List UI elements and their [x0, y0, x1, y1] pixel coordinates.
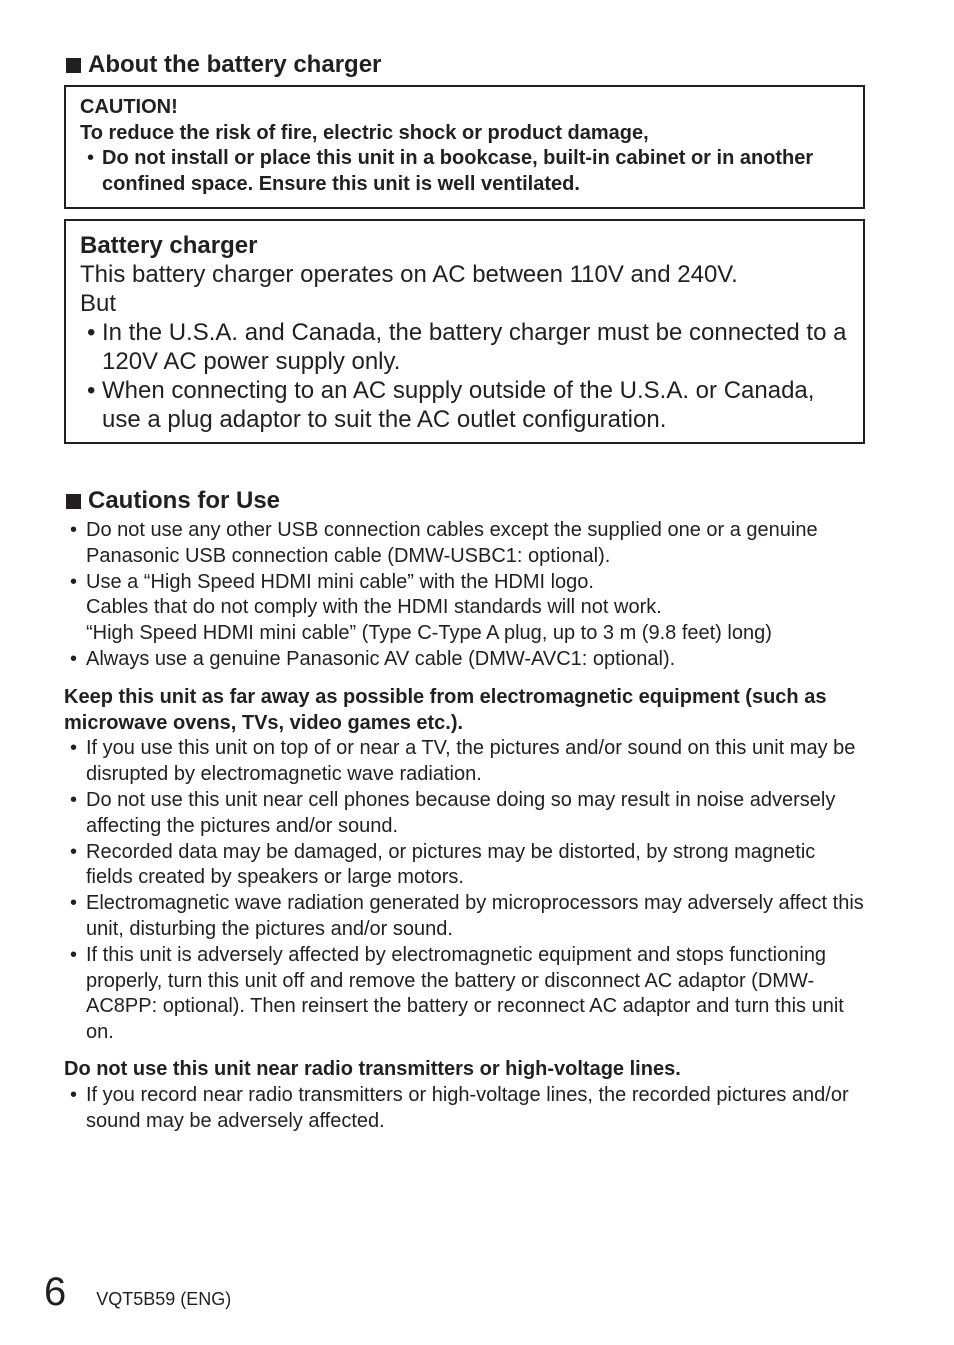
- list-item: • If you use this unit on top of or near a TV, the pictures and/or sound on this unit may be disrupted by electromagnetic wave radiation.: [64, 736, 864, 788]
- list-item: • If this unit is adversely affected by electromagnetic equipment and stops functioning properly, turn this unit off and remove the battery or disconnect AC adaptor (DMW-AC8PP: optional). Then reinsert the battery or reconnect AC adaptor and turn this unit on.: [64, 943, 864, 1046]
- electromagnetic-cautions: [64, 736, 864, 1046]
- caution-intro: To reduce the risk of fire, electric shock or product damage,: [80, 121, 649, 144]
- list-item: • Recorded data may be damaged, or pictures may be distorted, by strong magnetic fields created by speakers or large motors.: [64, 840, 864, 892]
- charger-line-2: But: [80, 290, 117, 317]
- hdmi-line-3: “High Speed HDMI mini cable” (Type C-Type A plug, up to 3 m (9.8 feet) long): [86, 622, 772, 645]
- radio-cautions: [64, 1083, 864, 1135]
- list-item: [64, 570, 864, 647]
- document-code: VQT5B59 (ENG): [96, 1289, 232, 1309]
- charger-line-1: This battery charger operates on AC between 110V and 240V.: [80, 261, 738, 288]
- section-heading-text: Cautions for Use: [88, 487, 281, 514]
- cable-list: [64, 518, 864, 673]
- charger-title: Battery charger: [80, 232, 258, 259]
- list-item: • Electromagnetic wave radiation generated by microprocessors may adversely affect this unit, disturbing the pictures and/or sound.: [64, 891, 864, 943]
- black-square-icon: [66, 494, 81, 509]
- manual-page: [64, 50, 864, 1134]
- radio-list: [64, 1083, 864, 1135]
- list-item: • Do not use any other USB connection cables except the supplied one or a genuine Panasonic USB connection cable (DMW-USBC1: optional).: [64, 518, 864, 570]
- hdmi-line-2: Cables that do not comply with the HDMI standards will not work.: [86, 596, 662, 619]
- list-item: • When connecting to an AC supply outside of the U.S.A. or Canada, use a plug adaptor to suit the AC outlet configuration.: [80, 376, 849, 434]
- list-item: • In the U.S.A. and Canada, the battery charger must be connected to a 120V AC power supply only.: [80, 318, 849, 376]
- radio-heading: Do not use this unit near radio transmitters or high-voltage lines.: [64, 1057, 681, 1080]
- caution-list: [80, 146, 849, 197]
- caution-bullet: • Do not install or place this unit in a bookcase, built-in cabinet or in another confined space. Ensure this unit is well ventilated.: [80, 146, 849, 197]
- page-number: 6: [44, 1270, 67, 1314]
- cable-cautions: [64, 518, 864, 673]
- section-heading-battery-charger: [64, 50, 864, 80]
- section-heading-text: About the battery charger: [88, 51, 382, 78]
- caution-label: CAUTION!: [80, 96, 178, 118]
- list-item: • Always use a genuine Panasonic AV cable (DMW-AVC1: optional).: [64, 647, 864, 673]
- list-item: • Do not use this unit near cell phones because doing so may result in noise adversely affecting the pictures and/or sound.: [64, 788, 864, 840]
- page-footer: [44, 1270, 231, 1314]
- battery-charger-box: [64, 219, 865, 444]
- section-heading-cautions: [64, 486, 864, 516]
- charger-list: [80, 318, 849, 434]
- electromagnetic-heading: Keep this unit as far away as possible from electromagnetic equipment (such as microwave ovens, TVs, video games etc.).: [64, 685, 827, 734]
- hdmi-line-1: • Use a “High Speed HDMI mini cable” with the HDMI logo.: [86, 570, 594, 593]
- black-square-icon: [66, 58, 81, 73]
- caution-box: [64, 85, 865, 209]
- list-item: • If you record near radio transmitters or high-voltage lines, the recorded pictures and/or sound may be adversely affected.: [64, 1083, 864, 1135]
- electromagnetic-list: [64, 736, 864, 1046]
